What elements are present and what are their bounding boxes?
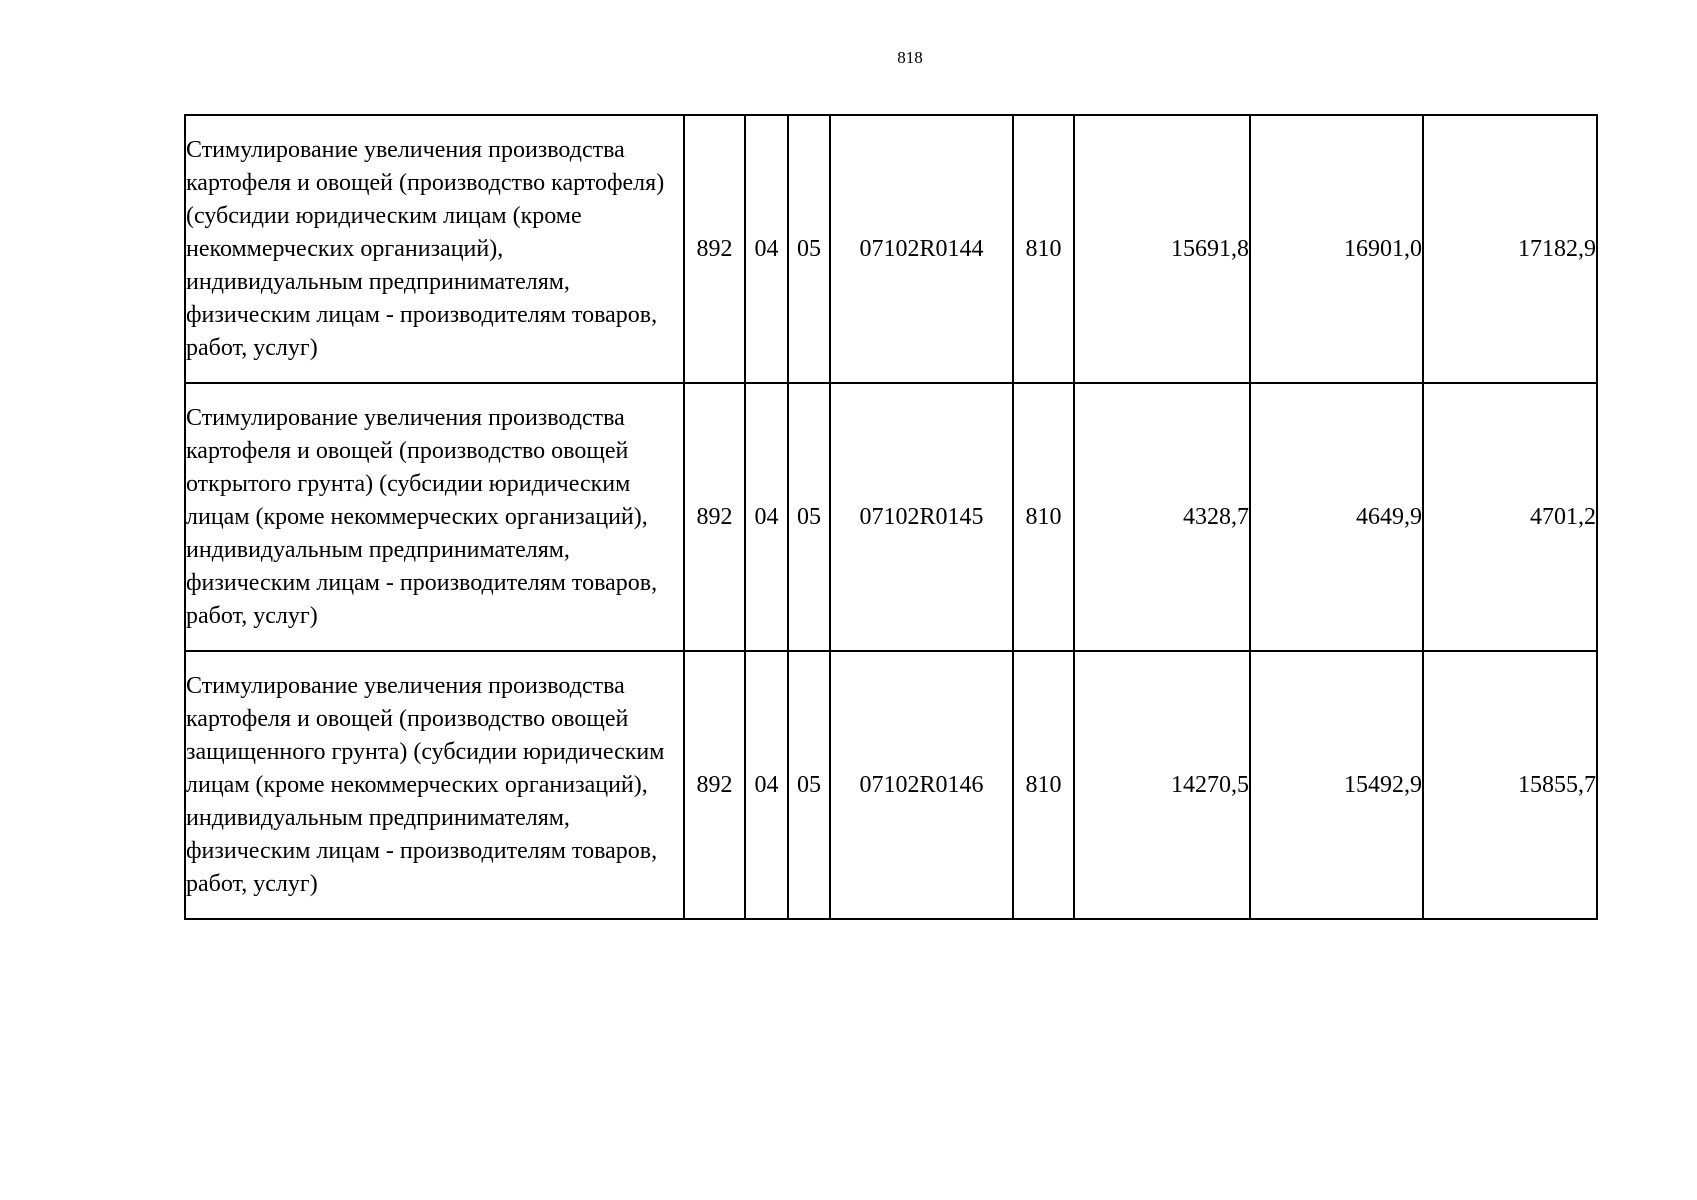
table-row: [185, 115, 1597, 383]
amount-year-3: 4701,2: [1423, 383, 1597, 651]
expense-type-code: 810: [1013, 115, 1074, 383]
amount-year-1: 4328,7: [1074, 383, 1250, 651]
budget-table: [184, 114, 1598, 920]
amount-year-1: 14270,5: [1074, 651, 1250, 919]
ministry-code: 892: [684, 651, 745, 919]
ministry-code: 892: [684, 115, 745, 383]
amount-year-2: 16901,0: [1250, 115, 1423, 383]
row-description: Стимулирование увеличения производства картофеля и овощей (производство овощей открытого грунта) (субсидии юридическим лицам (кроме некоммерческих организаций), индивидуальным предпринимателям, физическим лицам - производителям товаров, работ, услуг): [185, 383, 684, 651]
section-code: 04: [745, 115, 788, 383]
amount-year-3: 17182,9: [1423, 115, 1597, 383]
amount-year-1: 15691,8: [1074, 115, 1250, 383]
expense-type-code: 810: [1013, 651, 1074, 919]
amount-year-2: 4649,9: [1250, 383, 1423, 651]
amount-year-2: 15492,9: [1250, 651, 1423, 919]
table-row: [185, 651, 1597, 919]
subsection-code: 05: [788, 383, 830, 651]
section-code: 04: [745, 651, 788, 919]
row-description: Стимулирование увеличения производства картофеля и овощей (производство овощей защищенного грунта) (субсидии юридическим лицам (кроме некоммерческих организаций), индивидуальным предпринимателям, физическим лицам - производителям товаров, работ, услуг): [185, 651, 684, 919]
ministry-code: 892: [684, 383, 745, 651]
section-code: 04: [745, 383, 788, 651]
target-article-code: 07102R0144: [830, 115, 1013, 383]
subsection-code: 05: [788, 115, 830, 383]
expense-type-code: 810: [1013, 383, 1074, 651]
target-article-code: 07102R0146: [830, 651, 1013, 919]
amount-year-3: 15855,7: [1423, 651, 1597, 919]
row-description: Стимулирование увеличения производства картофеля и овощей (производство картофеля) (субсидии юридическим лицам (кроме некоммерческих организаций), индивидуальным предпринимателям, физическим лицам - производителям товаров, работ, услуг): [185, 115, 684, 383]
target-article-code: 07102R0145: [830, 383, 1013, 651]
table-row: [185, 383, 1597, 651]
page-number: 818: [897, 48, 923, 67]
subsection-code: 05: [788, 651, 830, 919]
